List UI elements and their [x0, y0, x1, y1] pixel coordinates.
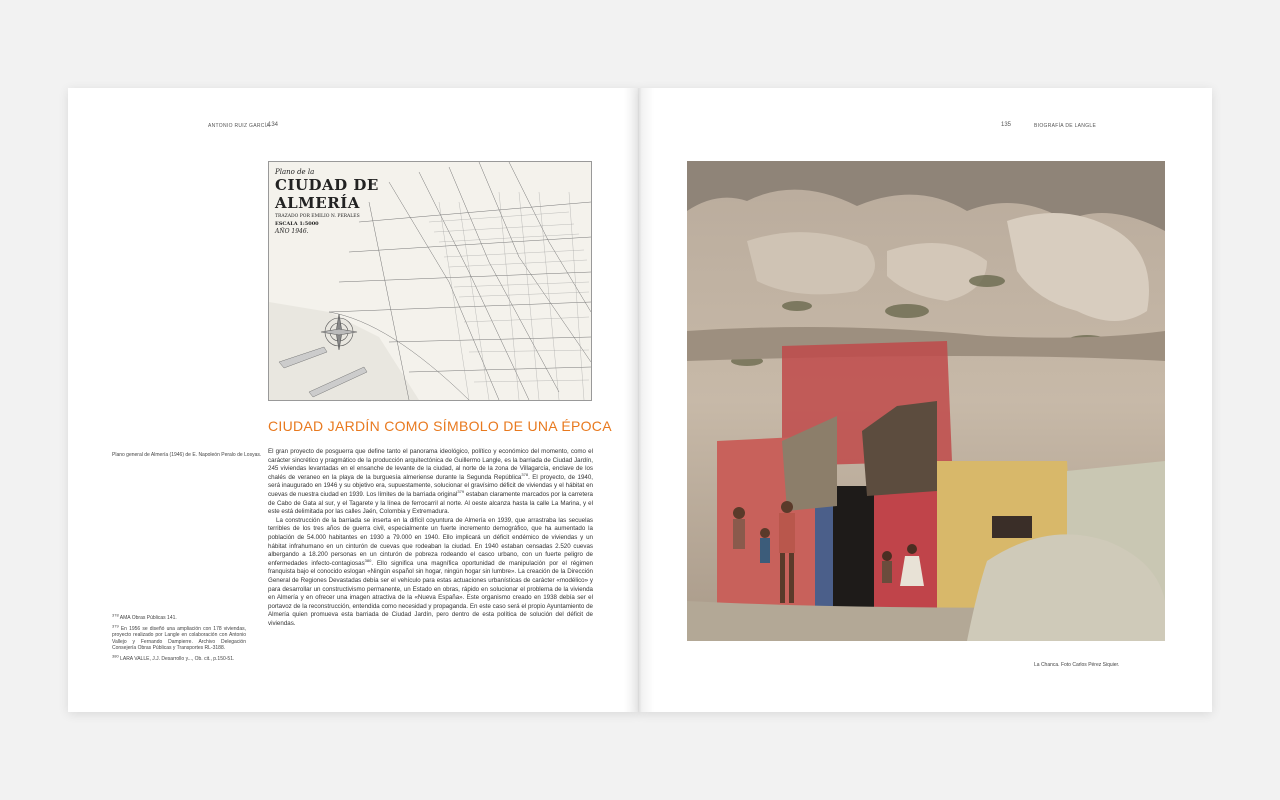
paragraph-1: El gran proyecto de posguerra que define tanto el panorama ideológico, político y económico del momento, como el carácter sincrético y pragmático de la producción arquitectónica de Guillermo Langle, es la barriada de Ciudad Jardín, 245 viviendas levantadas en el ensanche de levante de la ciudad, al norte de la zona de Villagarcía, enclave de los chalés de veraneo en la playa de la burguesía almeriense durante la Segunda República$^{378}$. El proyecto, de 1940, será inaugurado en 1946 y su objetivo era, supuestamente, solucionar el gravísimo déficit de viviendas y el hábitat en cuevas de nuestra ciudad en 1939. Los límites de la barriada original$^{379}$ estaban claramente marcados por la carretera de Cabo de Gata al sur, y el Tagarete y la línea de ferrocarril al norte. Al oeste alcanza hasta la calle La Marina, y el este está delimitada por las calles Jaén, Colombia y Extremadura. — [268, 448, 593, 516]
map-title-line1: Plano de la — [275, 168, 315, 176]
map-scale: ESCALA 1:5000 — [275, 220, 319, 227]
map-caption: Plano general de Almería (1946) de E. Napoleón Peralo de Losyas. — [112, 452, 262, 458]
photo-drawing — [687, 161, 1165, 641]
left-page — [68, 88, 639, 712]
map-author: TRAZADO POR EMILIO N. PERALES — [275, 214, 360, 220]
book-gutter — [624, 88, 654, 712]
footnote: $^{379}$ En 1956 se diseñó una ampliación con 178 viviendas, proyecto realizado por Langle en colaboración con Antonio Vallejo y Fernando Dampierre. Archivo Delegación Consejería Obras Públicas y Transportes RL-3188. — [112, 623, 246, 651]
right-page — [639, 88, 1212, 712]
footnote-ref: 379 — [457, 488, 465, 494]
paragraph-2: La construcción de la barriada se inserta en la difícil coyuntura de Almería en 1939, que arrastraba las secuelas terribles de los tres años de guerra civil, especialmente un fuerte incremento demográfico, que ha aumentado la población de 54.000 habitantes en 1930 a 79.000 en 1940. Ello implicará un déficit endémico de viviendas y un hábitat infrahumano en un cinturón de cuevas que rodeaban la ciudad. En 1940 estaban censadas 2.520 cuevas albergando a 18.200 personas en un cinturón de pobreza rodeando el casco urbano, con un fuerte peligro de enfermedades infecto-contagiosas$^{380}$. Ello significa una magnífica oportunidad de manipulación por el régimen franquista bajo el conocido eslogan «Ningún español sin hogar, ningún hogar sin lumbre». La creación de la Dirección General de Regiones Devastadas debía ser el vehículo para estas actuaciones urbanísticas de carácter «modélico» y para desarrollar un constructivismo permanente, un Estado en obras, rápido en solucionar el problema de la vivienda en Almería y en ofrecer una imagen atractiva de la «Nueva España». Este organismo creado en 1938 debía ser el portavoz de la reconstrucción, entendida como necesidad y propaganda. En este caso será el propio Ayuntamiento de Almería quien promueva esta barriada de Ciudad Jardín, pero dentro de esta política de solución del déficit de viviendas. — [268, 516, 593, 627]
footnote: $^{378}$ AMA Obras Públicas 141. — [112, 612, 177, 621]
map-title-block — [275, 168, 425, 235]
footnotes — [112, 612, 246, 667]
section-title: CIUDAD JARDÍN COMO SÍMBOLO DE UNA ÉPOCA — [268, 418, 612, 434]
cave-dwelling-photo — [687, 161, 1165, 641]
footnote: $^{380}$ LARA VALLE, J.J. Desarrollo y..., Ob. cit., p.150-51. — [112, 653, 235, 663]
page-number-right: 135 — [1001, 122, 1012, 128]
body-text — [268, 448, 593, 628]
running-head-left: ANTONIO RUIZ GARCÍA — [208, 123, 271, 129]
book-spread — [68, 88, 1212, 712]
page-number-left: 134 — [268, 122, 279, 128]
map-year: AÑO 1946. — [275, 227, 309, 235]
map-title-line2: CIUDAD DE ALMERÍA — [275, 176, 379, 213]
running-head-right: BIOGRAFÍA DE LANGLE — [1034, 123, 1097, 129]
photo-caption: La Chanca. Foto Carlos Pérez Siquier. — [1034, 662, 1120, 668]
footnote-ref: 378 — [521, 471, 529, 477]
footnote-ref: 380 — [364, 557, 372, 563]
city-map-image — [268, 161, 592, 401]
